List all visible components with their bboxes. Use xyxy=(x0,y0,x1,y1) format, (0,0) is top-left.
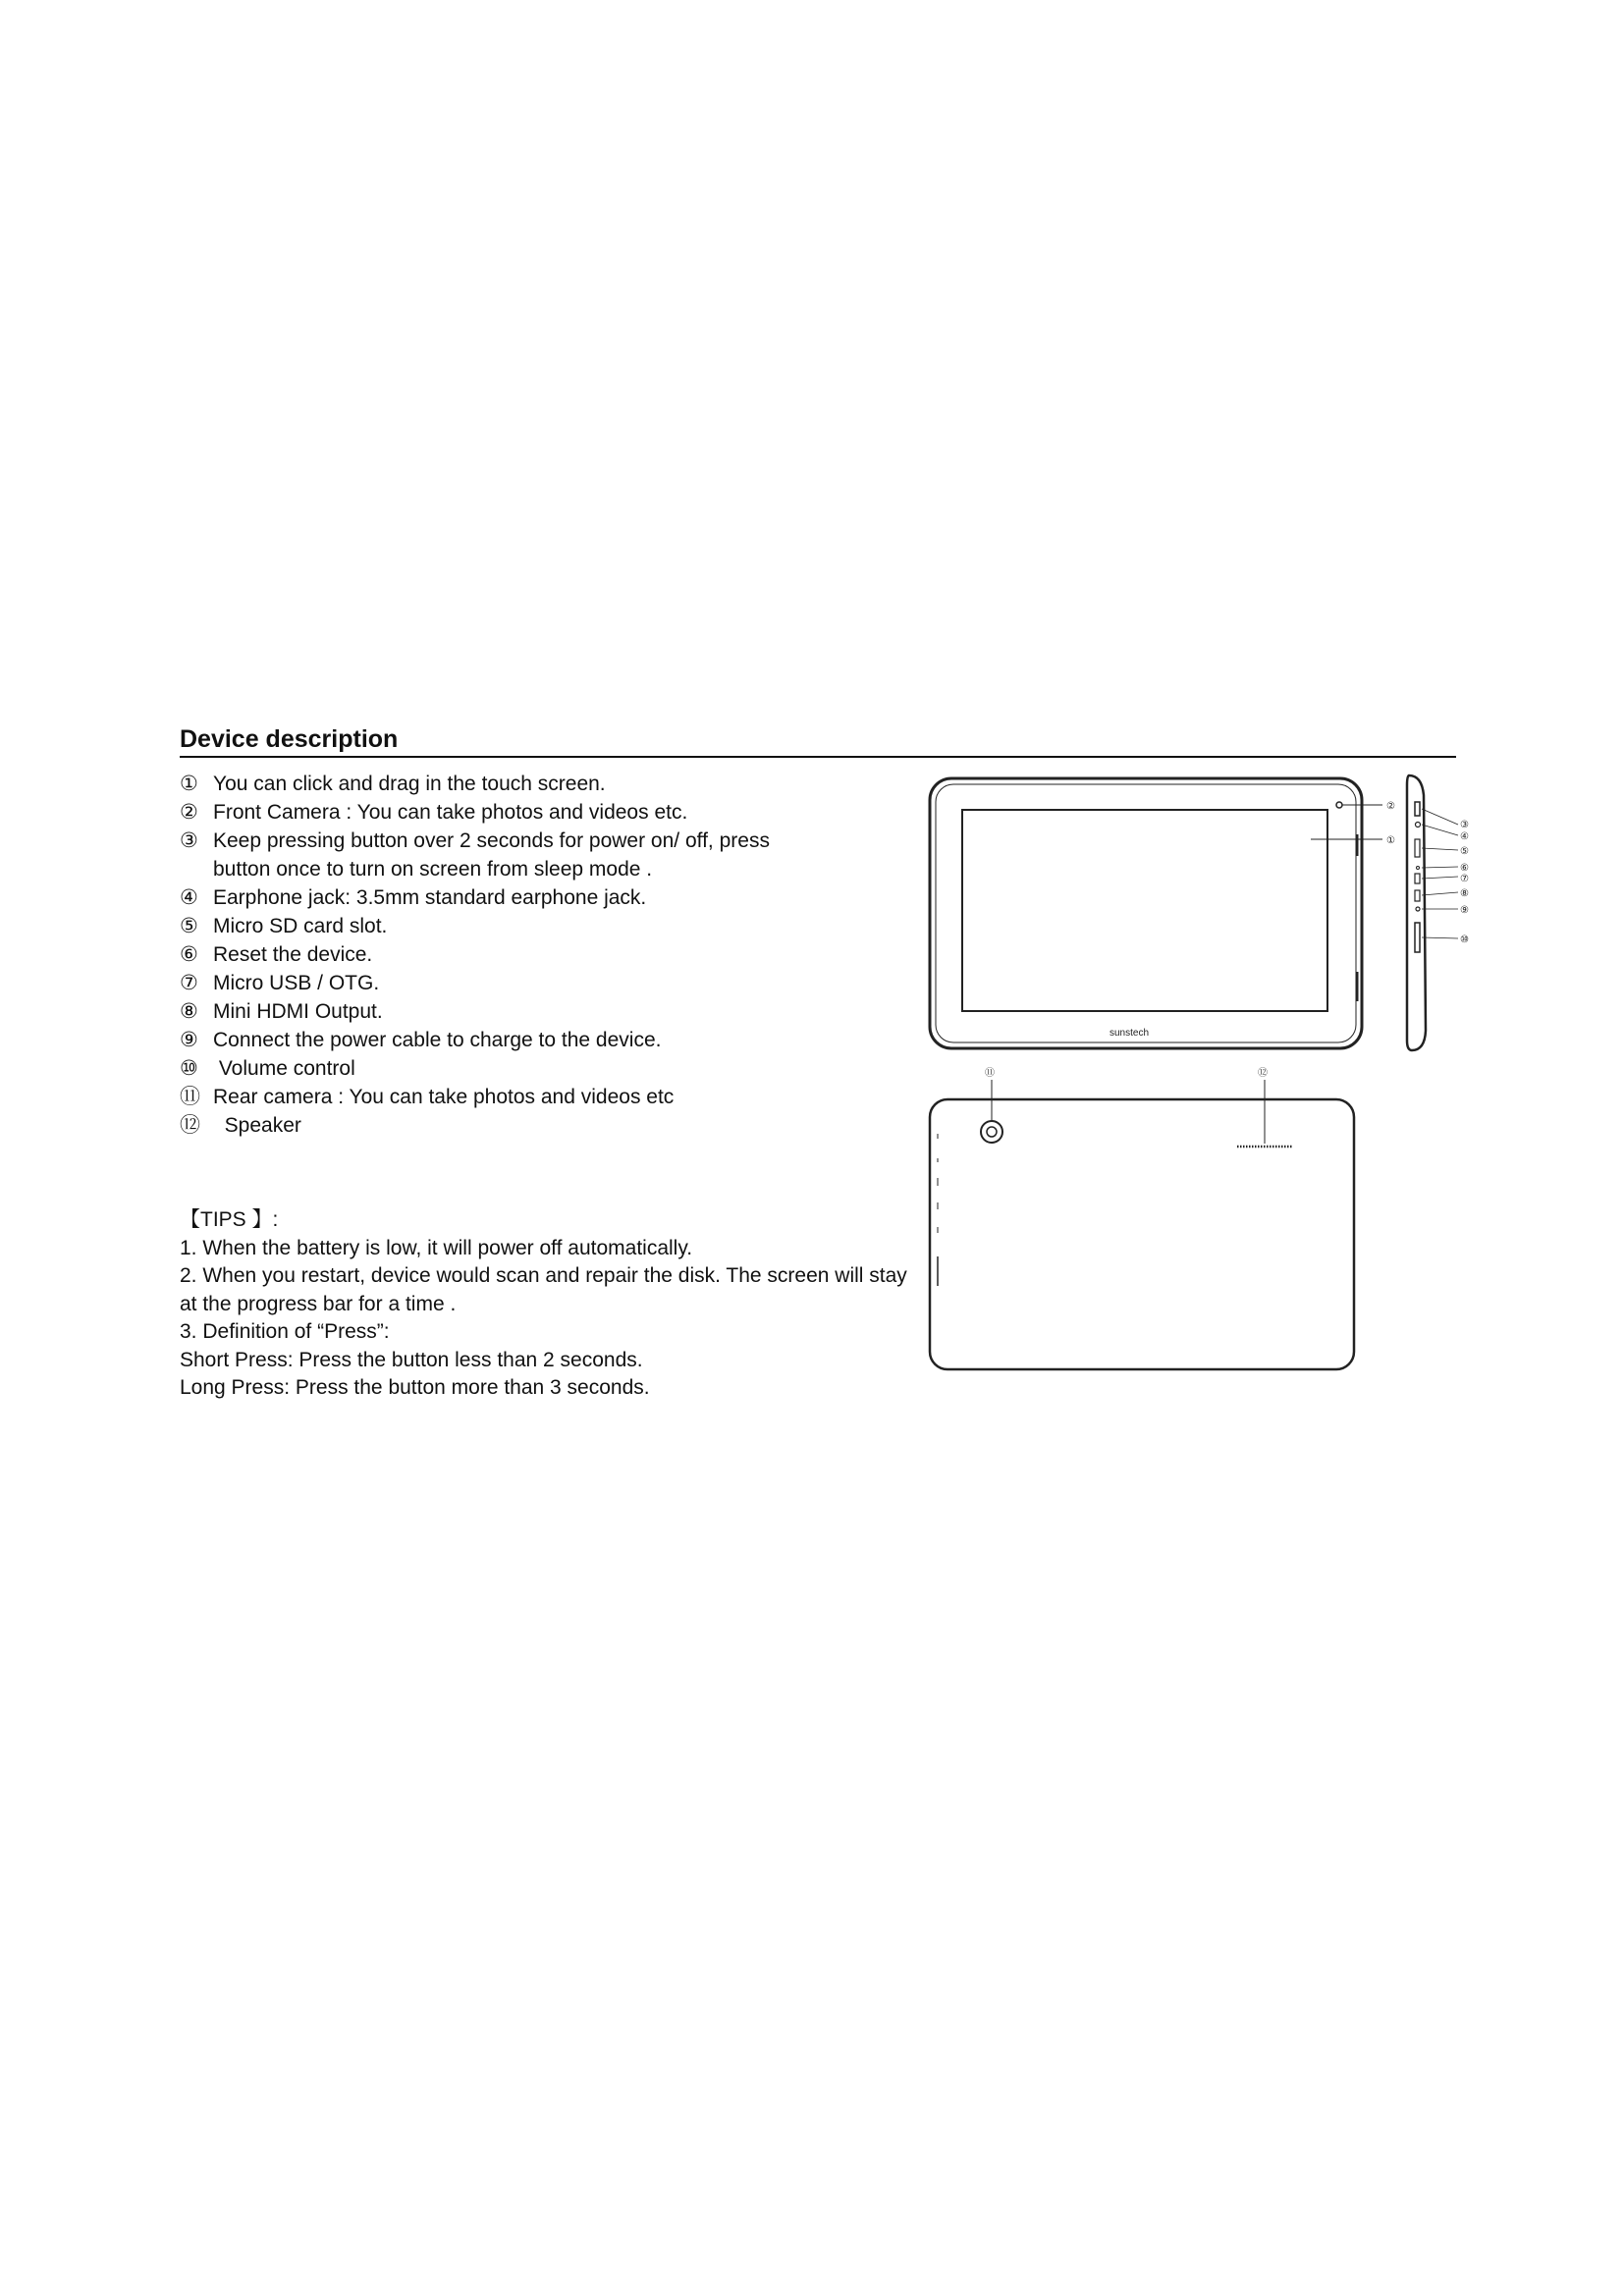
item-text: Rear camera : You can take photos and videos etc xyxy=(213,1086,675,1108)
callout-10: ⑩ xyxy=(1460,934,1469,945)
item-number: ⑧ xyxy=(180,1000,198,1023)
item-text: Front Camera : You can take photos and videos etc. xyxy=(213,801,688,824)
item-number: ⑥ xyxy=(180,943,198,966)
device-illustration xyxy=(913,766,1483,1394)
rear-camera-icon xyxy=(981,1121,1002,1143)
list-item xyxy=(180,1111,926,1140)
item-number: ⑦ xyxy=(180,972,198,994)
list-item xyxy=(180,1026,926,1054)
front-camera-icon xyxy=(1336,802,1342,808)
callout-1: ① xyxy=(1386,835,1395,846)
earphone-jack xyxy=(1416,823,1421,828)
item-number: ⑩ xyxy=(180,1057,198,1080)
tips-line: at the progress bar for a time . xyxy=(180,1292,457,1315)
feature-list xyxy=(180,770,926,1140)
list-item xyxy=(180,883,926,912)
item-text: You can click and drag in the touch screen. xyxy=(213,773,606,795)
tips-line: 1. When the battery is low, it will power off automatically. xyxy=(180,1236,693,1259)
item-number: ④ xyxy=(180,886,198,909)
callout-8: ⑧ xyxy=(1460,888,1469,899)
callout-6: ⑥ xyxy=(1460,863,1469,874)
tips-section xyxy=(180,1206,926,1403)
tablet-diagram xyxy=(913,766,1483,1394)
tips-line: 3. Definition of “Press”: xyxy=(180,1320,390,1343)
touch-screen xyxy=(962,810,1327,1011)
mini-hdmi-port xyxy=(1415,890,1420,901)
item-text: Speaker xyxy=(213,1114,301,1137)
list-item xyxy=(180,827,926,883)
callout-2: ② xyxy=(1386,801,1395,812)
callout-9: ⑨ xyxy=(1460,905,1469,916)
item-text: Keep pressing button over 2 seconds for power on/ off, press button once to turn on screen from sleep mode . xyxy=(213,829,770,881)
microsd-slot xyxy=(1415,839,1420,857)
item-text: Micro SD card slot. xyxy=(213,915,388,937)
micro-usb-port xyxy=(1415,874,1420,883)
item-number: ③ xyxy=(180,829,198,852)
list-item xyxy=(180,969,926,997)
dc-power-port xyxy=(1416,907,1420,911)
item-text: Reset the device. xyxy=(213,943,373,966)
item-text: Mini HDMI Output. xyxy=(213,1000,383,1023)
tablet-side-view xyxy=(1407,775,1458,1050)
callout-12: ⑫ xyxy=(1258,1068,1268,1079)
callout-11: ⑪ xyxy=(985,1068,995,1079)
tablet-rear-view xyxy=(930,1080,1354,1369)
callout-4: ④ xyxy=(1460,831,1469,842)
list-item xyxy=(180,940,926,969)
tips-line: Short Press: Press the button less than 2 seconds. xyxy=(180,1348,643,1371)
tips-line: 2. When you restart, device would scan and repair the disk. The screen will stay xyxy=(180,1264,907,1287)
item-number: ⑨ xyxy=(180,1029,198,1051)
item-number: ⑤ xyxy=(180,915,198,937)
power-button xyxy=(1415,802,1420,816)
volume-rocker xyxy=(1415,923,1420,952)
list-item xyxy=(180,798,926,827)
item-number: ② xyxy=(180,801,198,824)
callout-3: ③ xyxy=(1460,820,1469,830)
list-item xyxy=(180,1054,926,1083)
callout-5: ⑤ xyxy=(1460,846,1469,857)
section-title: Device description xyxy=(180,725,399,753)
brand-logo: sunstech xyxy=(1110,1028,1150,1039)
tips-line: Long Press: Press the button more than 3 seconds. xyxy=(180,1376,650,1399)
list-item xyxy=(180,1083,926,1111)
item-text: Earphone jack: 3.5mm standard earphone jack. xyxy=(213,886,647,909)
item-number: ① xyxy=(180,773,198,795)
list-item xyxy=(180,912,926,940)
item-number: ⑫ xyxy=(180,1114,200,1137)
section-heading xyxy=(180,724,1456,758)
reset-hole xyxy=(1417,867,1420,870)
callout-7: ⑦ xyxy=(1460,874,1469,884)
item-number: ⑪ xyxy=(180,1086,200,1108)
item-text: Micro USB / OTG. xyxy=(213,972,380,994)
list-item xyxy=(180,770,926,798)
item-text: Volume control xyxy=(213,1057,355,1080)
list-item xyxy=(180,997,926,1026)
tips-title: 【TIPS 】: xyxy=(180,1208,279,1231)
tablet-front-view xyxy=(930,778,1382,1048)
item-text: Connect the power cable to charge to the device. xyxy=(213,1029,662,1051)
